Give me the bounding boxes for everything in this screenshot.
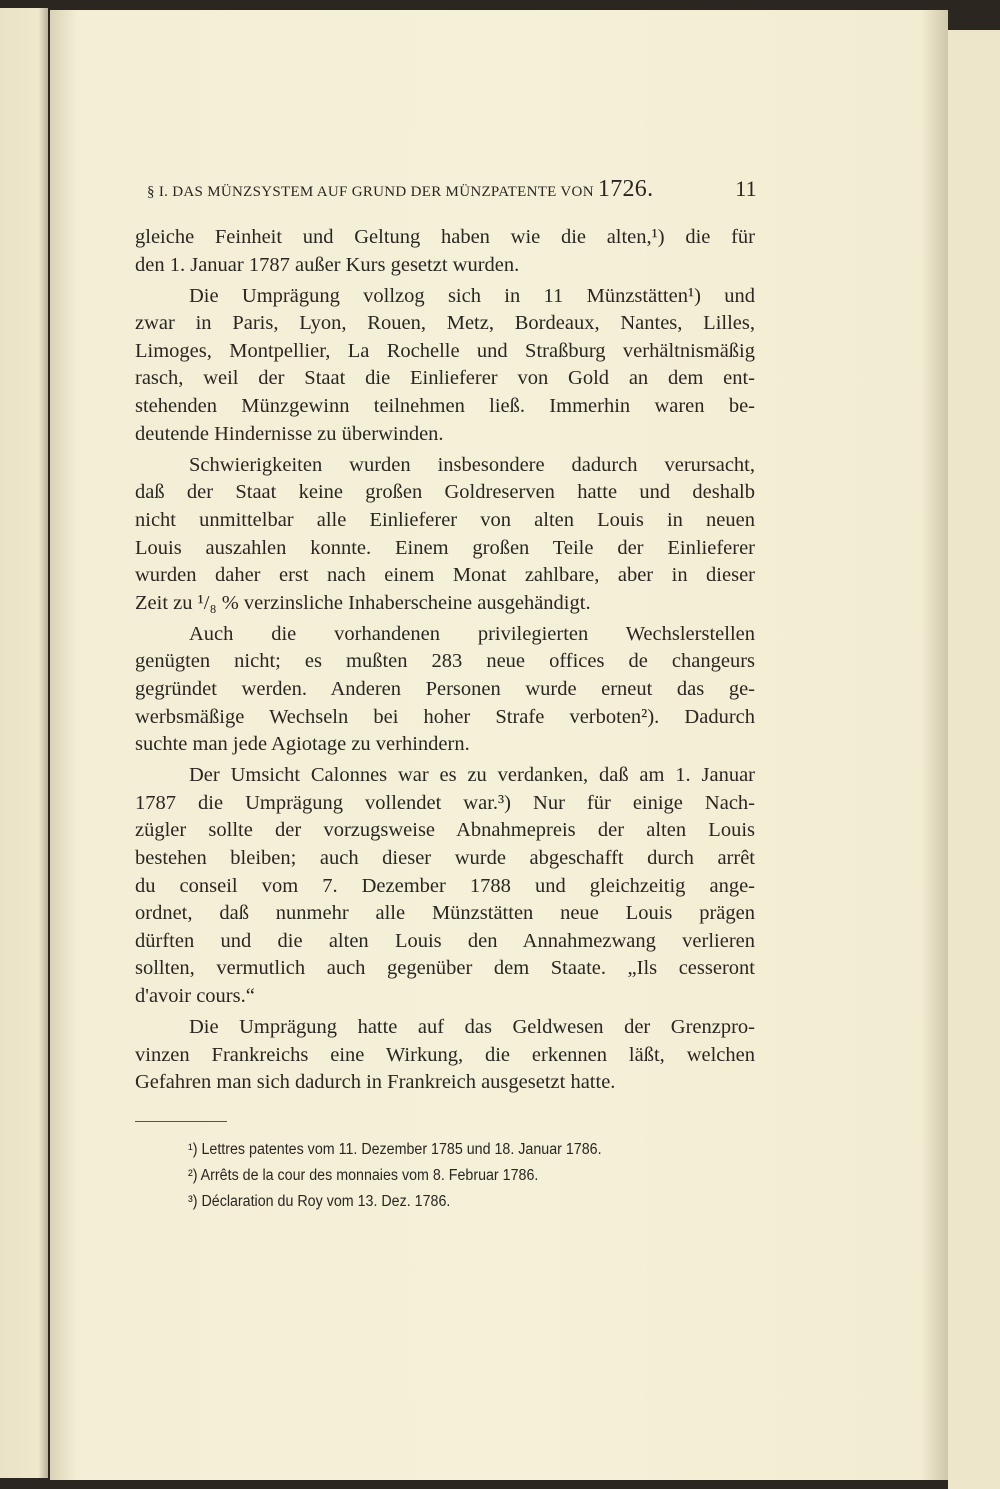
paragraph bbox=[135, 452, 755, 618]
paragraph bbox=[135, 1014, 755, 1097]
text-line: zwar in Paris, Lyon, Rouen, Metz, Bordeaux, Nantes, Lilles, bbox=[135, 312, 755, 335]
text-line: Zeit zu ¹/₈ % verzinsliche Inhaberscheine ausgehändigt. bbox=[135, 591, 591, 614]
text-line: suchte man jede Agiotage zu verhindern. bbox=[135, 733, 470, 756]
text-line: nicht unmittelbar alle Einlieferer von alten Louis in neuen bbox=[135, 508, 755, 531]
footnotes bbox=[188, 1137, 602, 1215]
paragraph bbox=[135, 621, 755, 759]
footnote: ¹) Lettres patentes vom 11. Dezember 1785 und 18. Januar 1786. bbox=[188, 1141, 602, 1158]
text-line: vinzen Frankreichs eine Wirkung, die erkennen läßt, welchen bbox=[135, 1043, 755, 1066]
text-line: zügler sollte der vorzugsweise Abnahmepreis der alten Louis bbox=[135, 819, 755, 842]
text-line: Schwierigkeiten wurden insbesondere dadurch verursacht, bbox=[189, 453, 755, 476]
text-line: gleiche Feinheit und Geltung haben wie die alten,¹) die für bbox=[135, 226, 755, 248]
text-line: werbsmäßige Wechseln bei hoher Strafe verboten²). Dadurch bbox=[135, 705, 755, 728]
text-line: daß der Staat keine großen Goldreserven hatte und deshalb bbox=[135, 481, 755, 504]
text-line: wurden daher erst nach einem Monat zahlbare, aber in dieser bbox=[135, 564, 755, 587]
text-line: Gefahren man sich dadurch in Frankreich ausgesetzt hatte. bbox=[135, 1071, 616, 1094]
header-title bbox=[147, 176, 653, 203]
text-line: Louis auszahlen konnte. Einem großen Teile der Einlieferer bbox=[135, 536, 755, 559]
text-line: 1787 die Umprägung vollendet war.³) Nur für einige Nach- bbox=[135, 791, 755, 814]
text-line: sollten, vermutlich auch gegenüber dem Staate. „Ils cesseront bbox=[135, 957, 755, 980]
footnote-rule bbox=[135, 1121, 227, 1122]
text-line: bestehen bleiben; auch dieser wurde abgeschafft durch arrêt bbox=[135, 847, 755, 870]
running-header bbox=[147, 176, 757, 203]
text-line: genügten nicht; es mußten 283 neue offices de changeurs bbox=[135, 650, 755, 673]
text-line: Auch die vorhandenen privilegierten Wechslerstellen bbox=[189, 622, 755, 645]
left-page-edge bbox=[0, 8, 48, 1478]
body-text bbox=[135, 224, 755, 1100]
text-line: Die Umprägung hatte auf das Geldwesen der Grenzpro- bbox=[189, 1016, 755, 1039]
page-number: 11 bbox=[735, 176, 757, 201]
text-line: du conseil vom 7. Dezember 1788 und gleichzeitig ange- bbox=[135, 874, 755, 897]
text-line: deutende Hindernisse zu überwinden. bbox=[135, 422, 444, 445]
text-line: gegründet werden. Anderen Personen wurde erneut das ge- bbox=[135, 678, 755, 700]
right-page-edge bbox=[948, 30, 1000, 1489]
text-line: Der Umsicht Calonnes war es zu verdanken, daß am 1. Januar bbox=[189, 764, 755, 787]
paragraph bbox=[135, 224, 755, 279]
footnote: ²) Arrêts de la cour des monnaies vom 8. Februar 1786. bbox=[188, 1167, 539, 1184]
header-section: § I. DAS MÜNZSYSTEM AUF GRUND DER MÜNZPATENTE VON bbox=[147, 184, 594, 200]
header-year: 1726. bbox=[597, 176, 654, 202]
text-line: Die Umprägung vollzog sich in 11 Münzstätten¹) und bbox=[189, 284, 755, 307]
text-line: d'avoir cours.“ bbox=[135, 985, 255, 1008]
footnote: ³) Déclaration du Roy vom 13. Dez. 1786. bbox=[188, 1193, 451, 1210]
text-line: Limoges, Montpellier, La Rochelle und Straßburg verhältnismäßig bbox=[135, 339, 755, 362]
paragraph bbox=[135, 283, 755, 449]
text-line: den 1. Januar 1787 außer Kurs gesetzt wurden. bbox=[135, 253, 520, 276]
text-line: ordnet, daß nunmehr alle Münzstätten neue Louis prägen bbox=[135, 902, 755, 925]
text-line: dürften und die alten Louis den Annahmezwang verlieren bbox=[135, 929, 755, 952]
text-line: rasch, weil der Staat die Einlieferer von Gold an dem ent- bbox=[135, 367, 755, 390]
text-line: stehenden Münzgewinn teilnehmen ließ. Immerhin waren be- bbox=[135, 395, 755, 418]
paragraph bbox=[135, 762, 755, 1010]
